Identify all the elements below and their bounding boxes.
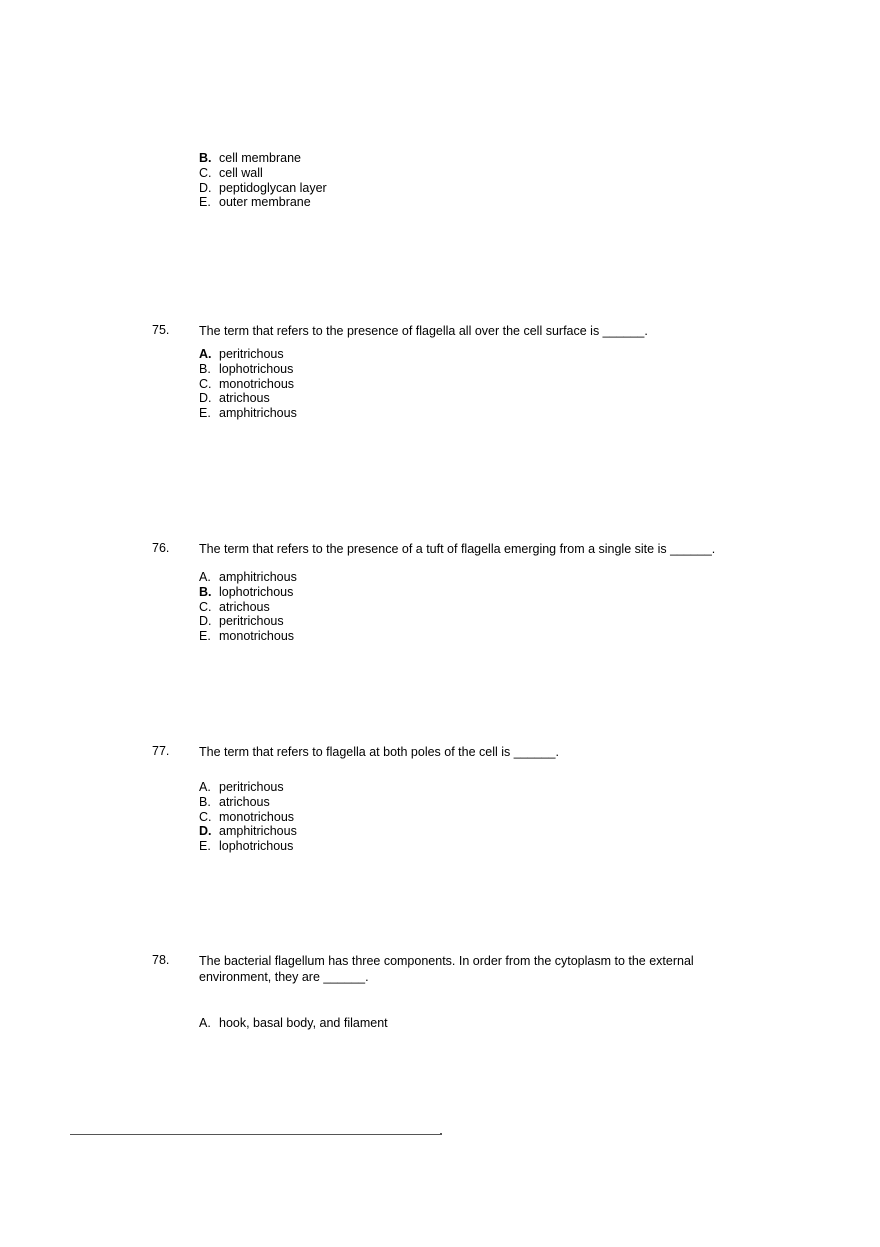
option-letter: A. xyxy=(199,780,211,794)
option-text: hook, basal body, and filament xyxy=(219,1016,388,1030)
q74-options xyxy=(199,151,327,210)
option-c xyxy=(199,600,297,615)
option-letter: D. xyxy=(199,824,212,839)
option-letter: D. xyxy=(199,614,212,629)
option-c xyxy=(199,810,297,825)
option-a xyxy=(199,1016,388,1031)
option-letter: D. xyxy=(199,391,212,406)
option-b xyxy=(199,795,297,810)
option-letter: C. xyxy=(199,165,212,180)
option-c xyxy=(199,166,327,181)
question-number: 75. xyxy=(152,323,170,337)
question-text: The term that refers to flagella at both poles of the cell is ______. xyxy=(199,745,559,759)
option-d xyxy=(199,391,297,406)
option-letter: B. xyxy=(199,584,212,599)
option-e xyxy=(199,629,297,644)
option-letter: B. xyxy=(199,794,211,809)
option-letter: A. xyxy=(199,347,212,361)
option-text: peritrichous xyxy=(219,347,284,361)
question-text: The term that refers to the presence of flagella all over the cell surface is ______. xyxy=(199,324,648,338)
option-letter: C. xyxy=(199,376,212,391)
option-text: outer membrane xyxy=(219,195,311,210)
option-b xyxy=(199,151,327,166)
option-letter: C. xyxy=(199,599,212,614)
option-letter: B. xyxy=(199,151,212,165)
option-text: monotrichous xyxy=(219,809,295,824)
option-letter: B. xyxy=(199,361,211,376)
q78-options xyxy=(199,1016,388,1031)
option-text: amphitrichous xyxy=(219,824,297,839)
option-e xyxy=(199,839,297,854)
option-d xyxy=(199,614,297,629)
option-e xyxy=(199,406,297,421)
option-text: amphitrichous xyxy=(219,570,297,584)
question-text: The bacterial flagellum has three components. In order from the cytoplasm to the external environment, they are ______. xyxy=(199,954,694,984)
option-text: monotrichous xyxy=(219,376,295,391)
option-text: monotrichous xyxy=(219,629,295,644)
q77-options xyxy=(199,780,297,854)
option-letter: E. xyxy=(199,629,211,644)
footer-divider-end xyxy=(440,1133,442,1135)
option-text: cell wall xyxy=(219,165,263,180)
option-e xyxy=(199,195,327,210)
option-text: atrichous xyxy=(219,391,270,406)
option-letter: A. xyxy=(199,1016,211,1030)
option-text: atrichous xyxy=(219,599,270,614)
question-number: 78. xyxy=(152,953,170,967)
option-text: peritrichous xyxy=(219,780,284,794)
option-d xyxy=(199,181,327,196)
question-text: The term that refers to the presence of a tuft of flagella emerging from a single site is ______. xyxy=(199,542,716,556)
option-letter: C. xyxy=(199,809,212,824)
option-letter: E. xyxy=(199,406,211,421)
option-letter: E. xyxy=(199,839,211,854)
q75-options xyxy=(199,347,297,421)
option-text: lophotrichous xyxy=(219,361,294,376)
option-text: peritrichous xyxy=(219,614,284,629)
option-a xyxy=(199,780,297,795)
question-number: 76. xyxy=(152,541,170,555)
option-text: lophotrichous xyxy=(219,584,294,599)
option-text: atrichous xyxy=(219,794,270,809)
option-b xyxy=(199,585,297,600)
option-text: lophotrichous xyxy=(219,839,294,854)
option-text: amphitrichous xyxy=(219,406,297,421)
option-d xyxy=(199,824,297,839)
q76-options xyxy=(199,570,297,644)
option-a xyxy=(199,570,297,585)
footer-divider xyxy=(70,1134,440,1135)
option-text: peptidoglycan layer xyxy=(219,180,327,195)
option-b xyxy=(199,362,297,377)
option-letter: A. xyxy=(199,570,211,584)
option-a xyxy=(199,347,297,362)
option-letter: D. xyxy=(199,180,212,195)
option-c xyxy=(199,377,297,392)
option-text: cell membrane xyxy=(219,151,301,165)
question-number: 77. xyxy=(152,744,170,758)
option-letter: E. xyxy=(199,195,211,210)
